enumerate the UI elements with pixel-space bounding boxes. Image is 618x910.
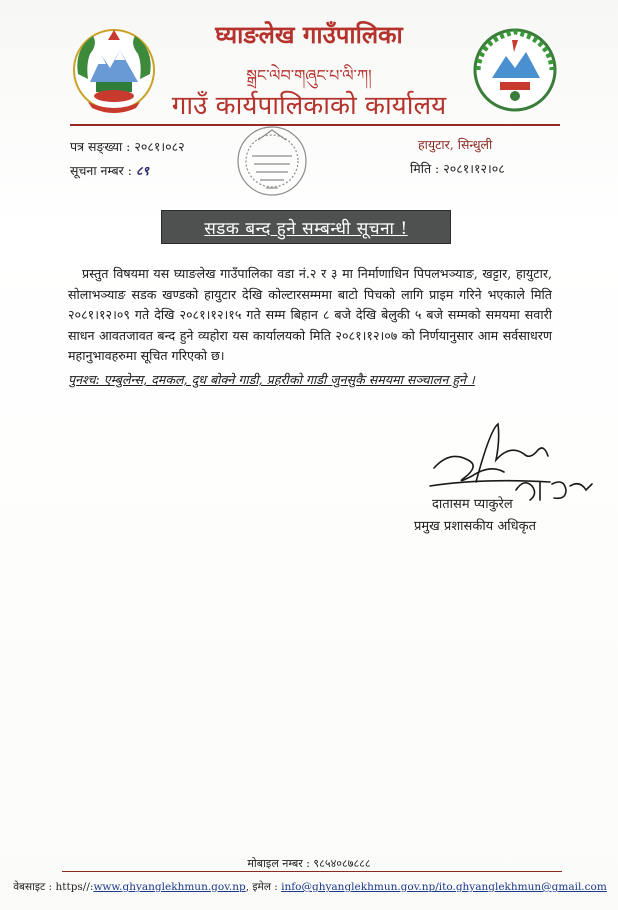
subject-title: सडक बन्द हुने सम्बन्धी सूचना !: [204, 218, 408, 239]
office-stamp-icon: [222, 118, 322, 204]
org-name: घ्याङलेख गाउँपालिका: [215, 20, 403, 49]
footer-divider: [62, 871, 562, 872]
notice-number-label: सूचना नम्बर :: [70, 163, 132, 178]
signer-title: प्रमुख प्रशासकीय अधिकृत: [414, 519, 537, 534]
notice-number-value: ८९: [135, 163, 149, 178]
notice-body: प्रस्तुत विषयमा यस घ्याङलेख गाउँपालिका वडा नं.२ र ३ मा निर्माणाधिन पिपलभञ्याङ, खट्टार, हायुटार, सोलाभञ्याङ सडक खण्डको हायुटार देखि कोल्टारसम्ममा बाटो पिचको लागि प्राइम गरिने भएकाले मिति २०८१।१२।०९ गते देखि २०८१।१२।१५ गते सम्म बिहान ८ बजे देखि बेलुकी ५ बजे सम्मको समयमा सवारी साधन आवतजावत बन्द हुने व्यहोरा यस कार्यालयको मिति २०८१।१२।०७ को निर्णयानुसार आम सर्वसाधरण महानुभावहरुमा सूचित गरिएको छ।: [68, 266, 552, 363]
website-label: वेबसाइट : https//:: [13, 881, 94, 893]
postscript: पुनश्च: एम्बुलेन्स, दमकल, दुध बोक्ने गाडी, प्रहरीको गाडी जुनसुकै समयमा सञ्चालन हुने ।: [68, 372, 475, 387]
footer-contacts: [4, 880, 616, 894]
signer-name: दातासम प्याकुरेल: [432, 497, 513, 512]
subject-banner: [161, 210, 451, 244]
letter-date: मिति : २०८१।१२।०८: [410, 161, 505, 176]
municipality-logo-icon: [470, 26, 560, 114]
footer-mobile: मोबाइल नम्बर : ९८५४०८७८८८: [247, 857, 371, 870]
email-link[interactable]: info@ghyanglekhmun.gov.np/ito.ghyanglekhmun@gmail.com: [281, 881, 607, 893]
website-link[interactable]: www.ghyanglekhmun.gov.np: [93, 881, 246, 893]
notice-number: [70, 162, 149, 179]
org-name-tibetan: སྒྲང་ལེབ་གཞུང་པ་ལི་ཀ།: [246, 66, 372, 85]
office-location: हायुटार, सिन्धुली: [418, 137, 493, 152]
email-label: , इमेल :: [245, 881, 278, 893]
office-name: गाउँ कार्यपालिकाको कार्यालय: [171, 91, 447, 121]
letter-number: पत्र सङ्ख्या : २०८१।०८२: [70, 139, 185, 154]
